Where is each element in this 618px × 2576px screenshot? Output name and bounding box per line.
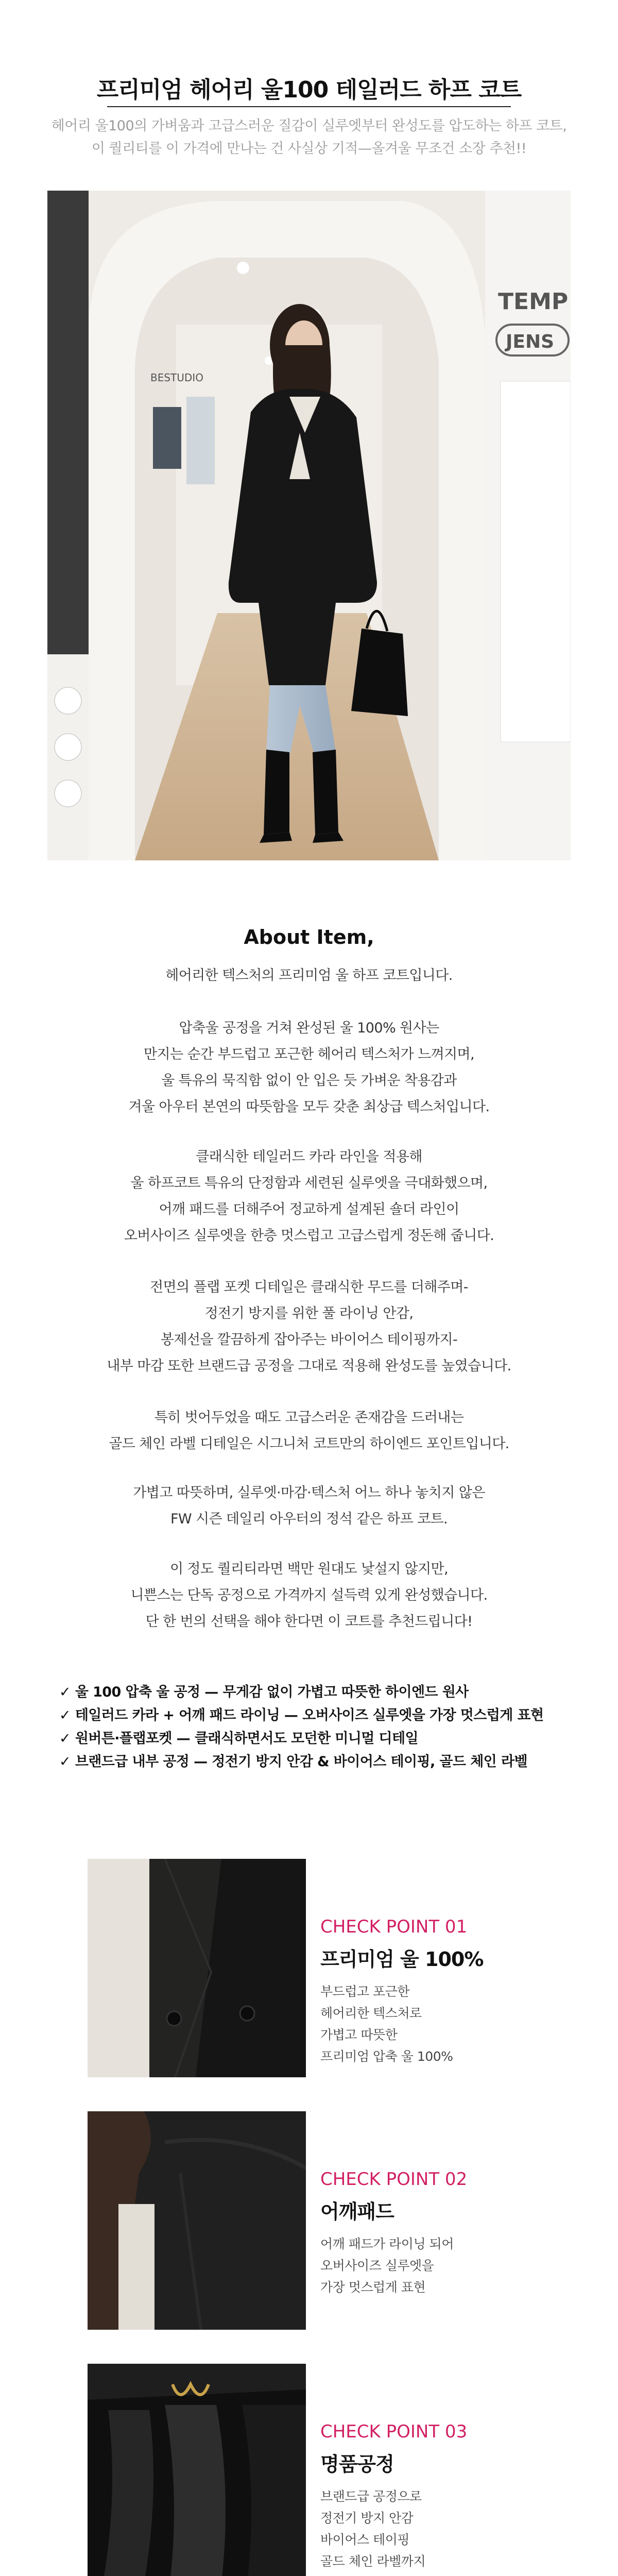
checkpoint-desc-line: 골드 체인 라벨까지 [320, 2554, 426, 2569]
about-paragraph-7 [0, 1556, 618, 1635]
shoulder-closeup-illustration [88, 2111, 306, 2330]
checkpoint-desc-line: 브랜드급 공정으로 [320, 2489, 422, 2504]
lining-closeup-illustration [88, 2364, 306, 2576]
about-line: 오버사이즈 실루엣을 한층 멋스럽고 고급스럽게 정돈해 줍니다. [124, 1228, 494, 1244]
about-line: 니쁜스는 단독 공정으로 가격까지 설득력 있게 완성했습니다. [130, 1587, 488, 1603]
checkpoint-desc-line: 헤어리한 텍스처로 [320, 2006, 422, 2021]
checkpoint-desc-line: 어깨 패드가 라이닝 되어 [320, 2236, 454, 2251]
about-line: 골드 체인 라벨 디테일은 시그니처 코트만의 하이엔드 포인트입니다. [109, 1436, 509, 1452]
about-line: 울 특유의 묵직함 없이 안 입은 듯 가벼운 착용감과 [161, 1073, 457, 1089]
highlight-item: ✓ 울 100 압축 울 공정 — 무게감 없이 가볍고 따뜻한 하이엔드 원사 [59, 1684, 469, 1700]
about-line: 특히 벗어두었을 때도 고급스러운 존재감을 드러내는 [154, 1410, 464, 1426]
about-paragraph-5 [0, 1404, 618, 1457]
about-title: About Item, [244, 926, 374, 948]
checkpoint-1-description [320, 1981, 453, 2067]
checkpoint-1-title: 프리미엄 울 100% [320, 1948, 484, 1971]
checkpoint-desc-line: 정전기 방지 안감 [320, 2511, 414, 2526]
checkpoint-desc-line [320, 2572, 425, 2576]
about-paragraph-6 [0, 1480, 618, 1532]
checkpoint-1-photo [88, 1859, 306, 2077]
about-paragraph-4 [0, 1274, 618, 1379]
checkpoint-desc-line: 부드럽고 포근한 [320, 1984, 409, 1999]
about-line: 클래식한 테일러드 카라 라인을 적용해 [196, 1149, 422, 1165]
checkpoint-2-heading: CHECK POINT 02 [320, 2169, 468, 2190]
highlight-item: ✓ 원버튼·플랩포켓 — 클래식하면서도 모던한 미니멀 디테일 [59, 1731, 418, 1747]
highlight-list [59, 1681, 544, 1773]
about-line: 정전기 방지를 위한 풀 라이닝 안감, [204, 1306, 414, 1321]
about-line: 압축울 공정을 거쳐 완성된 울 100% 원사는 [179, 1020, 439, 1036]
highlight-item: ✓ 테일러드 카라 + 어깨 패드 라이닝 — 오버사이즈 실루엣을 가장 멋스럽게 표현 [59, 1707, 544, 1723]
highlight-item: ✓ 브랜드급 내부 공정 — 정전기 방지 안감 & 바이어스 테이핑, 골드 체인 라벨 [59, 1754, 527, 1770]
about-paragraph-3 [0, 1144, 618, 1249]
checkpoint-3-photo [88, 2364, 306, 2576]
product-title: 프리미엄 헤어리 울100 테일러드 하프 코트 [96, 77, 522, 103]
title-underline [107, 106, 511, 107]
about-line: 봉제선을 깔끔하게 잡아주는 바이어스 테이핑까지- [160, 1332, 458, 1348]
about-line: 울 하프코트 특유의 단정함과 세련된 실루엣을 극대화했으며, [130, 1175, 488, 1191]
checkpoint-2-title: 어깨패드 [320, 2200, 394, 2223]
about-paragraph-1 [0, 962, 618, 989]
wall-text: BESTUDIO [150, 371, 203, 384]
coat-fabric-closeup-illustration [88, 1859, 306, 2077]
checkpoint-desc-line: 가장 멋스럽게 표현 [320, 2280, 426, 2295]
about-line: 만지는 순간 부드럽고 포근한 헤어리 텍스처가 느껴지며, [144, 1046, 474, 1062]
product-subtitle-line-2: 이 퀄리티를 이 가격에 만나는 건 사실상 기적—올겨울 무조건 소장 추천!! [91, 141, 527, 157]
checkpoint-3-description [320, 2486, 425, 2576]
checkpoint-desc-line: 가볍고 따뜻한 [320, 2027, 398, 2042]
about-line: 겨울 아우터 본연의 따뜻함을 모두 갖춘 최상급 텍스처입니다. [128, 1099, 490, 1115]
product-subtitle-line-1: 헤어리 울100의 가벼움과 고급스러운 질감이 실루엣부터 완성도를 압도하는 하프 코트, [51, 118, 567, 134]
checkpoint-3-title: 명품공정 [320, 2453, 394, 2476]
checkpoint-desc-line: 프리미엄 압축 울 100% [320, 2049, 453, 2064]
sign-bottom: JENS [506, 331, 555, 352]
checkpoint-3-heading: CHECK POINT 03 [320, 2421, 468, 2442]
checkpoint-2-description [320, 2233, 454, 2298]
about-line: FW 시즌 데일리 아우터의 정석 같은 하프 코트. [170, 1511, 448, 1527]
checkpoint-2-photo [88, 2111, 306, 2330]
about-paragraph-2 [0, 1015, 618, 1120]
checkpoint-desc-line: 바이어스 테이핑 [320, 2532, 409, 2547]
sign-top: TEMP [498, 289, 569, 315]
about-line: 가볍고 따뜻하며, 실루엣·마감·텍스처 어느 하나 놓치지 않은 [133, 1485, 485, 1501]
hero-photo-illustration [47, 191, 571, 860]
about-line: 전면의 플랩 포켓 디테일은 클래식한 무드를 더해주며- [150, 1279, 468, 1295]
about-line: 어깨 패드를 더해주어 정교하게 설계된 숄더 라인이 [159, 1201, 459, 1217]
about-line: 단 한 번의 선택을 해야 한다면 이 코트를 추천드립니다! [145, 1614, 473, 1630]
about-line: 이 정도 퀄리티라면 백만 원대도 낯설지 않지만, [169, 1561, 449, 1577]
checkpoint-desc-line: 오버사이즈 실루엣을 [320, 2258, 434, 2273]
checkpoint-1-heading: CHECK POINT 01 [320, 1917, 468, 1937]
about-line: 내부 마감 또한 브랜드급 공정을 그대로 적용해 완성도를 높였습니다. [107, 1358, 511, 1374]
hero-photo [47, 191, 571, 860]
about-line: 헤어리한 텍스처의 프리미엄 울 하프 코트입니다. [165, 968, 453, 984]
